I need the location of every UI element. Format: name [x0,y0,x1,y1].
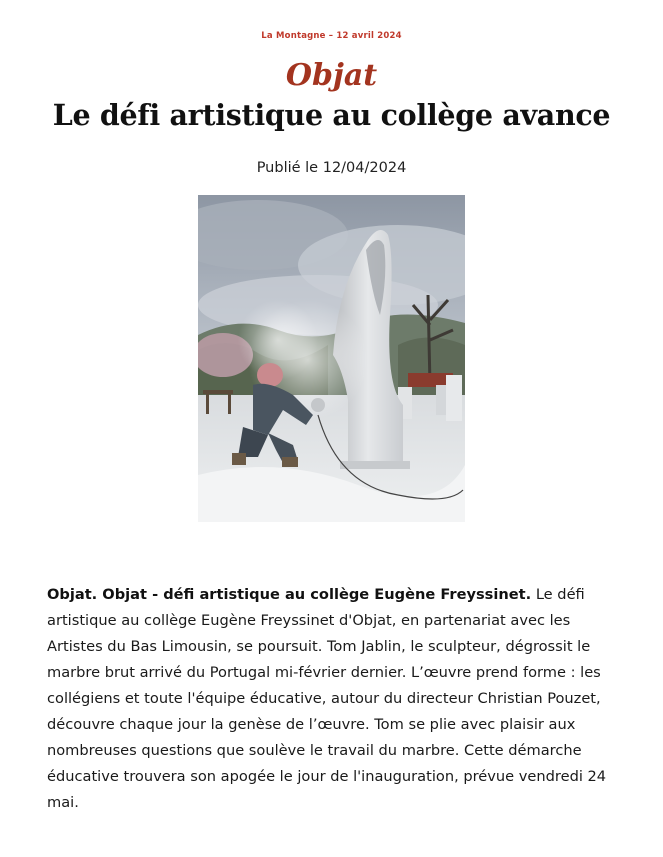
publication-date: Publié le 12/04/2024 [256,160,407,176]
article-kicker: Objat [285,58,378,93]
article-photo [198,195,465,522]
article-headline: Le défi artistique au collège avance [52,98,611,132]
article-text: Le défi artistique au collège Eugène Freyssinet d'Objat, en partenariat avec les Artistes du Bas Limousin, se poursuit. Tom Jablin, le sculpteur, dégrossit le marbre brut arrivé du Portugal mi-février dernier. L’œuvre prend forme : les collégiens et toute l'équipe éducative, autour du directeur Christian Pouzet, découvre chaque jour la genèse de l’œuvre. Tom se plie avec plaisir aux nombreuses questions que soulève le travail du marbre. Cette démarche éducative trouvera son apogée le jour de l'inauguration, prévue vendredi 24 mai. [47,586,607,811]
article-lead: Objat. Objat - défi artistique au collège Eugène Freyssinet. [47,586,532,603]
source-line: La Montagne – 12 avril 2024 [261,31,402,41]
article-body [47,582,621,816]
